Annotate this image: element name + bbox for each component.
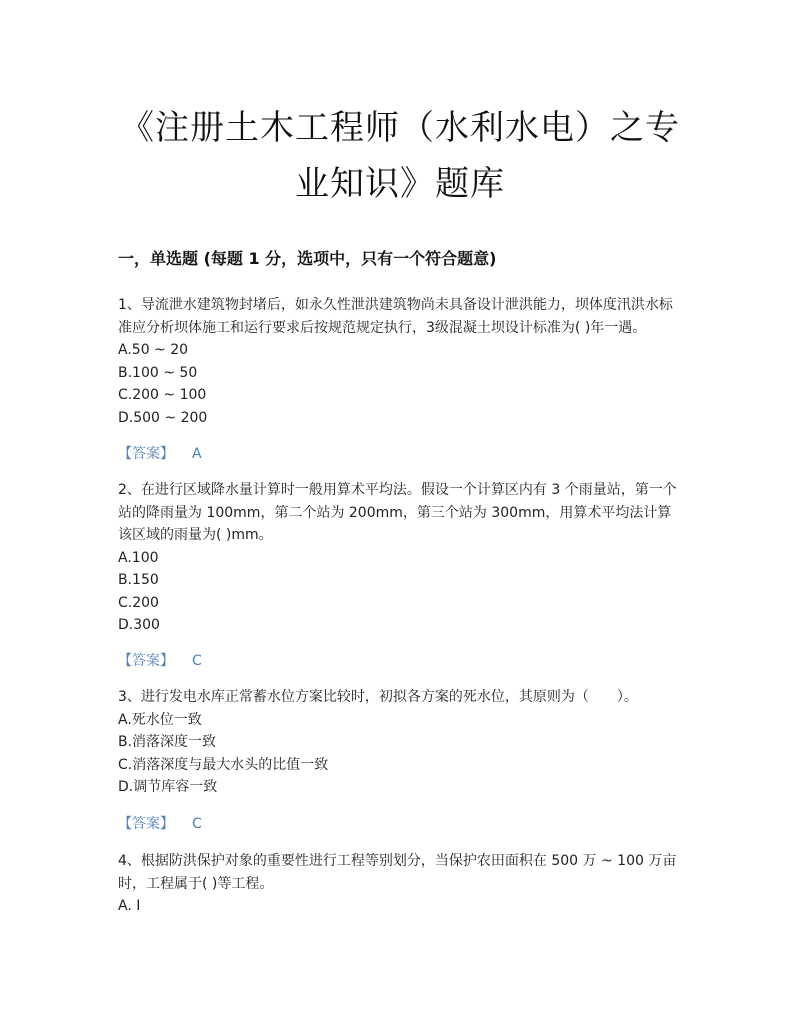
question-stem: 1、导流泄水建筑物封堵后，如永久性泄洪建筑物尚未具备设计泄洪能力，坝体度汛洪水标准应分析坝体施工和运行要求后按规范规定执行，3级混凝土坝设计标准为( )年一遇。 xyxy=(118,297,673,336)
option-d: D.300 xyxy=(118,617,160,633)
question-3 xyxy=(118,686,678,799)
option-d: D.调节库容一致 xyxy=(118,779,218,795)
question-stem: 3、进行发电水库正常蓄水位方案比较时，初拟各方案的死水位，其原则为（ ）。 xyxy=(118,689,638,705)
question-stem: 4、根据防洪保护对象的重要性进行工程等别划分，当保护农田面积在 500 万 ~ 100 万亩时，工程属于( )等工程。 xyxy=(118,853,677,892)
answer-2 xyxy=(118,650,202,670)
answer-label: 【答案】 xyxy=(118,653,174,669)
option-c: C.200 ~ 100 xyxy=(118,387,207,403)
option-c: C.消落深度与最大水头的比值一致 xyxy=(118,756,329,773)
answer-value: C xyxy=(192,816,202,832)
option-d: D.500 ~ 200 xyxy=(118,409,208,426)
option-a: A.50 ~ 20 xyxy=(118,342,189,358)
option-a: A. Ⅰ xyxy=(118,898,141,914)
question-stem: 2、在进行区域降水量计算时一般用算术平均法。假设一个计算区内有 3 个雨量站，第一个站的降雨量为 100mm，第二个站为 200mm，第三个站为 300mm，用算术平均法计算该区域的雨量为( )mm。 xyxy=(118,482,677,543)
question-2 xyxy=(118,479,678,637)
option-b: B.150 xyxy=(118,572,159,588)
option-c: C.200 xyxy=(118,594,159,611)
answer-label: 【答案】 xyxy=(118,816,174,832)
answer-label: 【答案】 xyxy=(118,446,174,462)
answer-1 xyxy=(118,443,202,463)
title-line-1: 《注册土木工程师（水利水电）之专 xyxy=(120,108,680,148)
option-a: A.100 xyxy=(118,549,159,566)
answer-3 xyxy=(118,813,202,833)
title-line-2: 业知识》题库 xyxy=(295,164,505,204)
answer-value: C xyxy=(192,653,202,669)
document-title xyxy=(100,100,700,212)
question-4 xyxy=(118,850,678,918)
answer-value: A xyxy=(192,446,202,462)
option-b: B.消落深度一致 xyxy=(118,734,217,750)
question-1 xyxy=(118,294,678,429)
section-heading: 一，单选题 (每题 1 分，选项中，只有一个符合题意) xyxy=(118,249,497,268)
option-a: A.死水位一致 xyxy=(118,711,202,728)
option-b: B.100 ~ 50 xyxy=(118,364,198,381)
